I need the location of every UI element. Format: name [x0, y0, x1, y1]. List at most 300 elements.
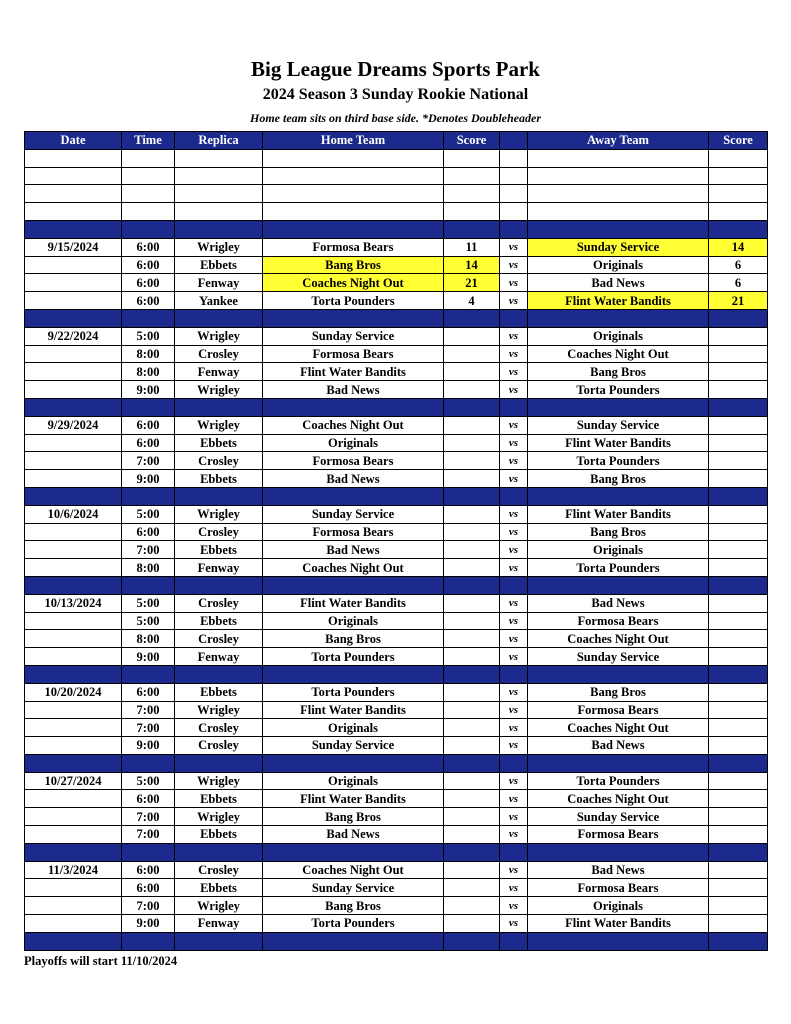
vs-cell: vs	[500, 790, 528, 808]
home-team-cell: Sunday Service	[263, 327, 444, 345]
separator-cell	[122, 487, 175, 505]
away-team-cell: Bad News	[528, 861, 709, 879]
home-team-cell: Formosa Bears	[263, 238, 444, 256]
vs-cell	[500, 167, 528, 185]
home-score-cell	[444, 737, 500, 755]
table-row	[25, 292, 768, 310]
away-score-cell	[709, 559, 768, 577]
time-cell: 9:00	[122, 915, 175, 933]
separator-cell	[122, 220, 175, 238]
separator-cell	[709, 309, 768, 327]
separator-cell	[122, 932, 175, 950]
date-cell	[25, 523, 122, 541]
replica-cell: Wrigley	[175, 327, 263, 345]
separator-cell	[528, 309, 709, 327]
replica-cell: Fenway	[175, 559, 263, 577]
away-score-cell	[709, 612, 768, 630]
date-cell	[25, 808, 122, 826]
separator-cell	[444, 220, 500, 238]
time-cell: 7:00	[122, 826, 175, 844]
table-row	[25, 772, 768, 790]
time-cell: 7:00	[122, 701, 175, 719]
home-score-cell	[444, 719, 500, 737]
date-cell	[25, 256, 122, 274]
date-cell	[25, 790, 122, 808]
table-row	[25, 630, 768, 648]
away-score-cell	[709, 861, 768, 879]
away-team-cell: Bang Bros	[528, 683, 709, 701]
time-cell: 8:00	[122, 630, 175, 648]
replica-cell: Crosley	[175, 861, 263, 879]
replica-cell: Fenway	[175, 274, 263, 292]
time-cell: 5:00	[122, 772, 175, 790]
date-cell	[25, 167, 122, 185]
separator-cell	[175, 754, 263, 772]
home-team-cell: Torta Pounders	[263, 915, 444, 933]
home-team-cell: Torta Pounders	[263, 683, 444, 701]
separator-cell	[528, 576, 709, 594]
away-team-cell	[528, 185, 709, 203]
home-team-cell	[263, 167, 444, 185]
home-score-cell	[444, 541, 500, 559]
away-score-cell	[709, 790, 768, 808]
away-score-cell: 21	[709, 292, 768, 310]
table-row	[25, 363, 768, 381]
date-cell	[25, 345, 122, 363]
separator-cell	[25, 932, 122, 950]
away-score-cell	[709, 434, 768, 452]
separator-cell	[500, 665, 528, 683]
replica-cell: Wrigley	[175, 897, 263, 915]
away-team-cell	[528, 203, 709, 221]
time-cell: 7:00	[122, 808, 175, 826]
home-score-cell	[444, 630, 500, 648]
replica-cell: Ebbets	[175, 826, 263, 844]
vs-cell: vs	[500, 292, 528, 310]
date-cell	[25, 434, 122, 452]
page-title: Big League Dreams Sports Park	[251, 57, 540, 81]
home-score-cell	[444, 363, 500, 381]
home-score-cell	[444, 149, 500, 167]
table-row	[25, 185, 768, 203]
separator-cell	[500, 576, 528, 594]
away-score-cell: 6	[709, 274, 768, 292]
separator-cell	[444, 576, 500, 594]
replica-cell: Wrigley	[175, 416, 263, 434]
home-score-cell	[444, 327, 500, 345]
time-cell: 7:00	[122, 897, 175, 915]
date-cell	[25, 363, 122, 381]
home-score-cell	[444, 612, 500, 630]
away-score-cell	[709, 683, 768, 701]
home-score-cell	[444, 683, 500, 701]
separator-cell	[709, 665, 768, 683]
time-cell	[122, 167, 175, 185]
table-row	[25, 523, 768, 541]
replica-cell: Crosley	[175, 594, 263, 612]
separator-cell	[444, 843, 500, 861]
away-team-cell: Coaches Night Out	[528, 790, 709, 808]
time-cell: 5:00	[122, 327, 175, 345]
date-cell: 10/27/2024	[25, 772, 122, 790]
away-score-cell	[709, 879, 768, 897]
separator-cell	[263, 487, 444, 505]
time-cell	[122, 203, 175, 221]
away-score-cell	[709, 149, 768, 167]
separator-cell	[122, 665, 175, 683]
home-team-cell	[263, 203, 444, 221]
separator-cell	[25, 220, 122, 238]
home-score-cell: 11	[444, 238, 500, 256]
away-team-cell	[528, 167, 709, 185]
table-row	[25, 594, 768, 612]
home-team-cell: Sunday Service	[263, 737, 444, 755]
home-score-cell	[444, 879, 500, 897]
date-cell: 9/15/2024	[25, 238, 122, 256]
date-cell: 11/3/2024	[25, 861, 122, 879]
away-team-cell: Torta Pounders	[528, 772, 709, 790]
date-cell: 10/6/2024	[25, 505, 122, 523]
separator-cell	[500, 309, 528, 327]
col-header-away-team: Away Team	[528, 132, 709, 150]
vs-cell: vs	[500, 345, 528, 363]
separator-cell	[263, 398, 444, 416]
replica-cell: Ebbets	[175, 683, 263, 701]
away-team-cell: Originals	[528, 541, 709, 559]
col-header-home-team: Home Team	[263, 132, 444, 150]
away-score-cell	[709, 345, 768, 363]
away-team-cell: Formosa Bears	[528, 826, 709, 844]
separator-cell	[175, 843, 263, 861]
home-score-cell	[444, 790, 500, 808]
away-team-cell: Bad News	[528, 737, 709, 755]
date-cell	[25, 897, 122, 915]
home-team-cell: Bad News	[263, 381, 444, 399]
away-score-cell	[709, 541, 768, 559]
away-team-cell: Formosa Bears	[528, 701, 709, 719]
date-cell	[25, 737, 122, 755]
home-score-cell: 4	[444, 292, 500, 310]
schedule-body	[25, 149, 768, 950]
away-team-cell: Coaches Night Out	[528, 345, 709, 363]
home-team-cell: Bad News	[263, 470, 444, 488]
table-row	[25, 167, 768, 185]
separator-cell	[25, 398, 122, 416]
away-score-cell	[709, 185, 768, 203]
table-row	[25, 434, 768, 452]
table-row	[25, 274, 768, 292]
replica-cell: Wrigley	[175, 238, 263, 256]
away-score-cell	[709, 167, 768, 185]
vs-cell	[500, 149, 528, 167]
time-cell: 7:00	[122, 719, 175, 737]
replica-cell: Crosley	[175, 737, 263, 755]
table-row	[25, 808, 768, 826]
away-score-cell	[709, 327, 768, 345]
replica-cell: Crosley	[175, 523, 263, 541]
separator-cell	[444, 932, 500, 950]
home-team-cell: Bang Bros	[263, 808, 444, 826]
home-team-cell: Flint Water Bandits	[263, 363, 444, 381]
away-team-cell: Flint Water Bandits	[528, 505, 709, 523]
home-team-cell: Bad News	[263, 826, 444, 844]
home-score-cell	[444, 701, 500, 719]
home-team-cell: Sunday Service	[263, 879, 444, 897]
home-team-cell: Bad News	[263, 541, 444, 559]
table-row	[25, 879, 768, 897]
separator-cell	[500, 843, 528, 861]
home-score-cell	[444, 772, 500, 790]
schedule-table	[24, 131, 768, 951]
away-score-cell	[709, 523, 768, 541]
table-row	[25, 238, 768, 256]
away-score-cell	[709, 826, 768, 844]
table-row	[25, 345, 768, 363]
time-cell: 8:00	[122, 363, 175, 381]
home-score-cell	[444, 470, 500, 488]
vs-cell	[500, 203, 528, 221]
table-row	[25, 737, 768, 755]
replica-cell: Ebbets	[175, 879, 263, 897]
away-score-cell	[709, 470, 768, 488]
home-team-cell: Coaches Night Out	[263, 559, 444, 577]
separator-cell	[500, 487, 528, 505]
replica-cell: Wrigley	[175, 808, 263, 826]
separator-cell	[263, 932, 444, 950]
away-team-cell: Torta Pounders	[528, 452, 709, 470]
replica-cell: Ebbets	[175, 541, 263, 559]
away-score-cell	[709, 452, 768, 470]
away-team-cell: Bang Bros	[528, 470, 709, 488]
home-score-cell	[444, 416, 500, 434]
week-separator-row	[25, 398, 768, 416]
time-cell: 6:00	[122, 274, 175, 292]
time-cell: 6:00	[122, 416, 175, 434]
table-row	[25, 915, 768, 933]
page-subtitle: 2024 Season 3 Sunday Rookie National	[262, 86, 529, 103]
header-row	[25, 132, 768, 150]
home-score-cell	[444, 861, 500, 879]
away-team-cell: Originals	[528, 897, 709, 915]
home-team-cell: Formosa Bears	[263, 452, 444, 470]
separator-cell	[175, 398, 263, 416]
time-cell: 7:00	[122, 452, 175, 470]
week-separator-row	[25, 843, 768, 861]
vs-cell: vs	[500, 772, 528, 790]
separator-cell	[175, 487, 263, 505]
vs-cell: vs	[500, 737, 528, 755]
date-cell	[25, 203, 122, 221]
week-separator-row	[25, 220, 768, 238]
away-score-cell	[709, 594, 768, 612]
replica-cell: Wrigley	[175, 772, 263, 790]
separator-cell	[263, 843, 444, 861]
replica-cell: Wrigley	[175, 381, 263, 399]
vs-cell: vs	[500, 879, 528, 897]
home-team-cell	[263, 149, 444, 167]
replica-cell: Fenway	[175, 648, 263, 666]
date-cell	[25, 274, 122, 292]
week-separator-row	[25, 754, 768, 772]
replica-cell: Wrigley	[175, 505, 263, 523]
separator-cell	[25, 843, 122, 861]
away-score-cell	[709, 808, 768, 826]
table-row	[25, 256, 768, 274]
week-separator-row	[25, 932, 768, 950]
date-cell	[25, 915, 122, 933]
away-team-cell: Sunday Service	[528, 238, 709, 256]
replica-cell	[175, 149, 263, 167]
separator-cell	[122, 576, 175, 594]
separator-cell	[25, 754, 122, 772]
table-row	[25, 612, 768, 630]
home-team-cell: Flint Water Bandits	[263, 701, 444, 719]
replica-cell: Crosley	[175, 452, 263, 470]
home-team-cell: Bang Bros	[263, 630, 444, 648]
time-cell: 9:00	[122, 737, 175, 755]
home-score-cell	[444, 452, 500, 470]
separator-cell	[25, 576, 122, 594]
vs-cell: vs	[500, 327, 528, 345]
time-cell: 9:00	[122, 648, 175, 666]
vs-cell: vs	[500, 541, 528, 559]
vs-cell: vs	[500, 719, 528, 737]
home-score-cell	[444, 826, 500, 844]
week-separator-row	[25, 576, 768, 594]
table-row	[25, 381, 768, 399]
table-row	[25, 149, 768, 167]
away-score-cell	[709, 719, 768, 737]
separator-cell	[709, 932, 768, 950]
page-note: Home team sits on third base side. *Denotes Doubleheader	[250, 111, 541, 125]
time-cell: 9:00	[122, 470, 175, 488]
home-score-cell	[444, 808, 500, 826]
separator-cell	[528, 932, 709, 950]
vs-cell: vs	[500, 683, 528, 701]
time-cell: 6:00	[122, 790, 175, 808]
replica-cell: Fenway	[175, 363, 263, 381]
vs-cell: vs	[500, 505, 528, 523]
away-score-cell	[709, 630, 768, 648]
separator-cell	[263, 754, 444, 772]
table-row	[25, 559, 768, 577]
separator-cell	[175, 220, 263, 238]
date-cell: 9/29/2024	[25, 416, 122, 434]
time-cell	[122, 149, 175, 167]
home-score-cell	[444, 594, 500, 612]
time-cell: 8:00	[122, 559, 175, 577]
week-separator-row	[25, 309, 768, 327]
away-score-cell	[709, 203, 768, 221]
separator-cell	[122, 398, 175, 416]
vs-cell: vs	[500, 559, 528, 577]
date-cell	[25, 381, 122, 399]
table-row	[25, 701, 768, 719]
time-cell: 6:00	[122, 434, 175, 452]
home-team-cell: Torta Pounders	[263, 292, 444, 310]
time-cell: 6:00	[122, 292, 175, 310]
time-cell: 9:00	[122, 381, 175, 399]
col-header-time: Time	[122, 132, 175, 150]
vs-cell: vs	[500, 612, 528, 630]
home-team-cell: Originals	[263, 612, 444, 630]
separator-cell	[709, 487, 768, 505]
table-row	[25, 203, 768, 221]
time-cell: 7:00	[122, 541, 175, 559]
home-team-cell: Formosa Bears	[263, 523, 444, 541]
replica-cell	[175, 185, 263, 203]
table-row	[25, 719, 768, 737]
home-score-cell	[444, 648, 500, 666]
time-cell: 5:00	[122, 612, 175, 630]
home-score-cell	[444, 897, 500, 915]
separator-cell	[25, 665, 122, 683]
away-score-cell	[709, 897, 768, 915]
separator-cell	[122, 309, 175, 327]
separator-cell	[444, 754, 500, 772]
replica-cell: Yankee	[175, 292, 263, 310]
away-team-cell: Coaches Night Out	[528, 630, 709, 648]
separator-cell	[500, 932, 528, 950]
date-cell	[25, 185, 122, 203]
table-row	[25, 861, 768, 879]
vs-cell: vs	[500, 861, 528, 879]
separator-cell	[500, 754, 528, 772]
table-row	[25, 826, 768, 844]
separator-cell	[263, 309, 444, 327]
home-team-cell: Originals	[263, 434, 444, 452]
date-cell	[25, 559, 122, 577]
vs-cell: vs	[500, 808, 528, 826]
replica-cell: Ebbets	[175, 470, 263, 488]
week-separator-row	[25, 487, 768, 505]
vs-cell: vs	[500, 238, 528, 256]
home-score-cell: 14	[444, 256, 500, 274]
date-cell	[25, 149, 122, 167]
footer-note: Playoffs will start 11/10/2024	[24, 954, 178, 968]
away-team-cell: Coaches Night Out	[528, 719, 709, 737]
separator-cell	[528, 843, 709, 861]
vs-cell: vs	[500, 434, 528, 452]
replica-cell: Ebbets	[175, 790, 263, 808]
vs-cell: vs	[500, 594, 528, 612]
away-score-cell: 6	[709, 256, 768, 274]
table-row	[25, 541, 768, 559]
date-cell	[25, 470, 122, 488]
date-cell: 9/22/2024	[25, 327, 122, 345]
separator-cell	[122, 843, 175, 861]
table-row	[25, 683, 768, 701]
vs-cell: vs	[500, 256, 528, 274]
time-cell	[122, 185, 175, 203]
home-team-cell: Sunday Service	[263, 505, 444, 523]
home-team-cell: Flint Water Bandits	[263, 594, 444, 612]
replica-cell: Fenway	[175, 915, 263, 933]
home-team-cell: Bang Bros	[263, 256, 444, 274]
away-score-cell	[709, 416, 768, 434]
time-cell: 6:00	[122, 238, 175, 256]
separator-cell	[175, 309, 263, 327]
separator-cell	[528, 398, 709, 416]
separator-cell	[444, 665, 500, 683]
away-team-cell: Flint Water Bandits	[528, 915, 709, 933]
separator-cell	[175, 576, 263, 594]
replica-cell: Ebbets	[175, 434, 263, 452]
table-row	[25, 470, 768, 488]
home-team-cell: Coaches Night Out	[263, 274, 444, 292]
vs-cell: vs	[500, 701, 528, 719]
away-score-cell	[709, 363, 768, 381]
